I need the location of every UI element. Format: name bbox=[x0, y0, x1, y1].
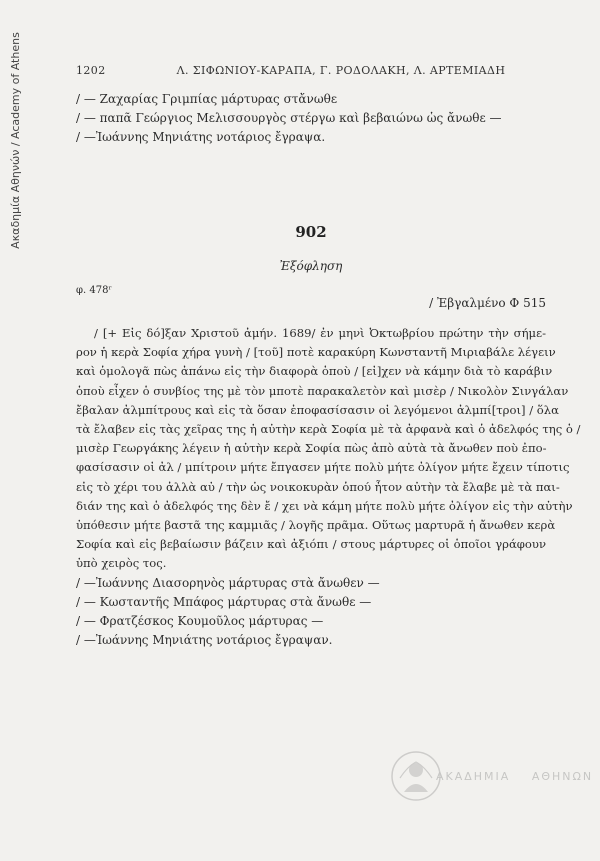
page-number: 1202 bbox=[76, 64, 106, 77]
signature-line: / —Ἰωάννης Διασορηνὸς μάρτυρας στὰ ἄνωθεν — bbox=[76, 575, 380, 590]
body-line: Σοφία καὶ εἰς βεβαίωσιν βάζειν καὶ ἀξιόπι / στους μάρτυρες οἱ ὁποῖοι γράφουν bbox=[76, 537, 546, 552]
body-line: ἔβαλαν ἀλμπίτρους καὶ εἰς τὰ ὅσαν ἐποφασίσασιν οἱ λεγόμενοι ἀλμπί[τροι] / ὅλα bbox=[76, 402, 559, 417]
side-note bbox=[4, 31, 26, 249]
document-body bbox=[76, 324, 581, 574]
signatures bbox=[76, 574, 546, 650]
authors-header: Λ. ΣΙΦΩΝΙΟΥ-ΚΑΡΑΠΑ, Γ. ΡΟΔΟΛΑΚΗ, Λ. ΑΡΤΕΜΙΑΔΗ bbox=[176, 64, 506, 77]
body-line: διάν της καὶ ὁ ἀδελφός της δὲν ἔ / χει νὰ κάμη μήτε πολὺ μήτε ὀλίγον εἰς τὴν αὐτὴν bbox=[76, 498, 573, 513]
body-line: φασίσασιν οἱ ἀλ / μπίτροιν μήτε ἔπγασεν μήτε πολὺ μήτε ὀλίγον μήτε ἔχειν τίποτις bbox=[76, 460, 570, 475]
body-line: τὰ ἔλαβεν εἰς τὰς χεῖρας της ἡ αὐτὴν κερὰ Σοφία μὲ τὰ ἀρφανὰ καὶ ὁ ἀδελφός της ὁ / bbox=[76, 422, 581, 437]
body-line: ὑπὸ χειρὸς τος. bbox=[76, 556, 167, 571]
document-number: 902 bbox=[295, 223, 327, 241]
watermark-text-right: ΑΘΗΝΩΝ bbox=[531, 770, 594, 783]
body-line: ρον ἡ κερὰ Σοφία χήρα γυνὴ / [τοῦ] ποτὲ καρακύρη Κωνσταντῆ Μιριαβάλε λέγειν bbox=[76, 345, 556, 360]
side-note-text: Ακαδημία Αθηνών / Academy of Athens bbox=[8, 31, 22, 249]
body-line: ὑπόθεσιν μήτε βαστᾶ της καμμιᾶς / λογῆς πρᾶμα. Οὕτως μαρτυρᾶ ἡ ἄνωθεν κερὰ bbox=[76, 518, 556, 533]
academy-watermark bbox=[388, 748, 594, 804]
body-line: ὁποὺ εἶχεν ὁ συνβίος της μὲ τὸν μποτὲ παρακαλετὸν καὶ μισὲρ / Νικολὸν Σινγάλαν bbox=[76, 383, 569, 398]
text-line: / —Ἰωάννης Μηνιάτης νοτάριος ἔγραψα. bbox=[76, 130, 326, 144]
body-line: καὶ ὁμολογᾶ πὼς ἀπάνω εἰς τὴν διαφορὰ ὁποὺ / [εἰ]χεν νὰ κάμην διὰ τὸ καράβιν bbox=[76, 364, 553, 379]
watermark-text-left: ΑΚΑΔΗΜΙΑ bbox=[436, 770, 511, 783]
body-line: μισὲρ Γεωργάκης λέγειν ἡ αὐτὴν κερὰ Σοφία πὼς ἀπὸ αὐτὰ τὰ ἄνωθεν ποὺ ἐπο- bbox=[76, 441, 547, 456]
signature-line: / — Φρατζέσκος Κουμοῦλος μάρτυρας — bbox=[76, 613, 324, 628]
body-line: εἰς τὸ χέρι του ἀλλὰ αὐ / τὴν ὡς νοικοκυρὰν ὁπού ἦτον αὐτὴν τὰ ἔλαβε μὲ τὰ παι- bbox=[76, 479, 560, 494]
signature-line: / — Κωσταντῆς Μπάφος μάρτυρας στὰ ἄνωθε — bbox=[76, 594, 372, 609]
body-line: / [+ Εἰς δό]ξαν Χριστοῦ ἀμήν. 1689/ ἐν μηνὶ Ὀκτωβρίου πρώτην τὴν σήμε- bbox=[94, 326, 546, 340]
archive-reference: / Ἐβγαλμένο Φ 515 bbox=[429, 296, 546, 310]
previous-document-lines bbox=[76, 90, 546, 147]
folio-reference: φ. 478ʳ bbox=[76, 285, 112, 296]
document-title: Ἐξόφληση bbox=[279, 259, 343, 273]
watermark-text bbox=[436, 770, 593, 783]
signature-line: / —Ἰωάννης Μηνιάτης νοτάριος ἔγραψαν. bbox=[76, 632, 333, 647]
document-page bbox=[76, 64, 581, 650]
text-line: / — παπᾶ Γεώργιος Μελισσουργὸς στέργω καὶ βεβαιώνω ὡς ἄνωθε — bbox=[76, 111, 502, 125]
text-line: / — Ζαχαρίας Γριμπίας μάρτυρας στἄνωθε bbox=[76, 92, 338, 106]
running-head bbox=[76, 64, 546, 77]
